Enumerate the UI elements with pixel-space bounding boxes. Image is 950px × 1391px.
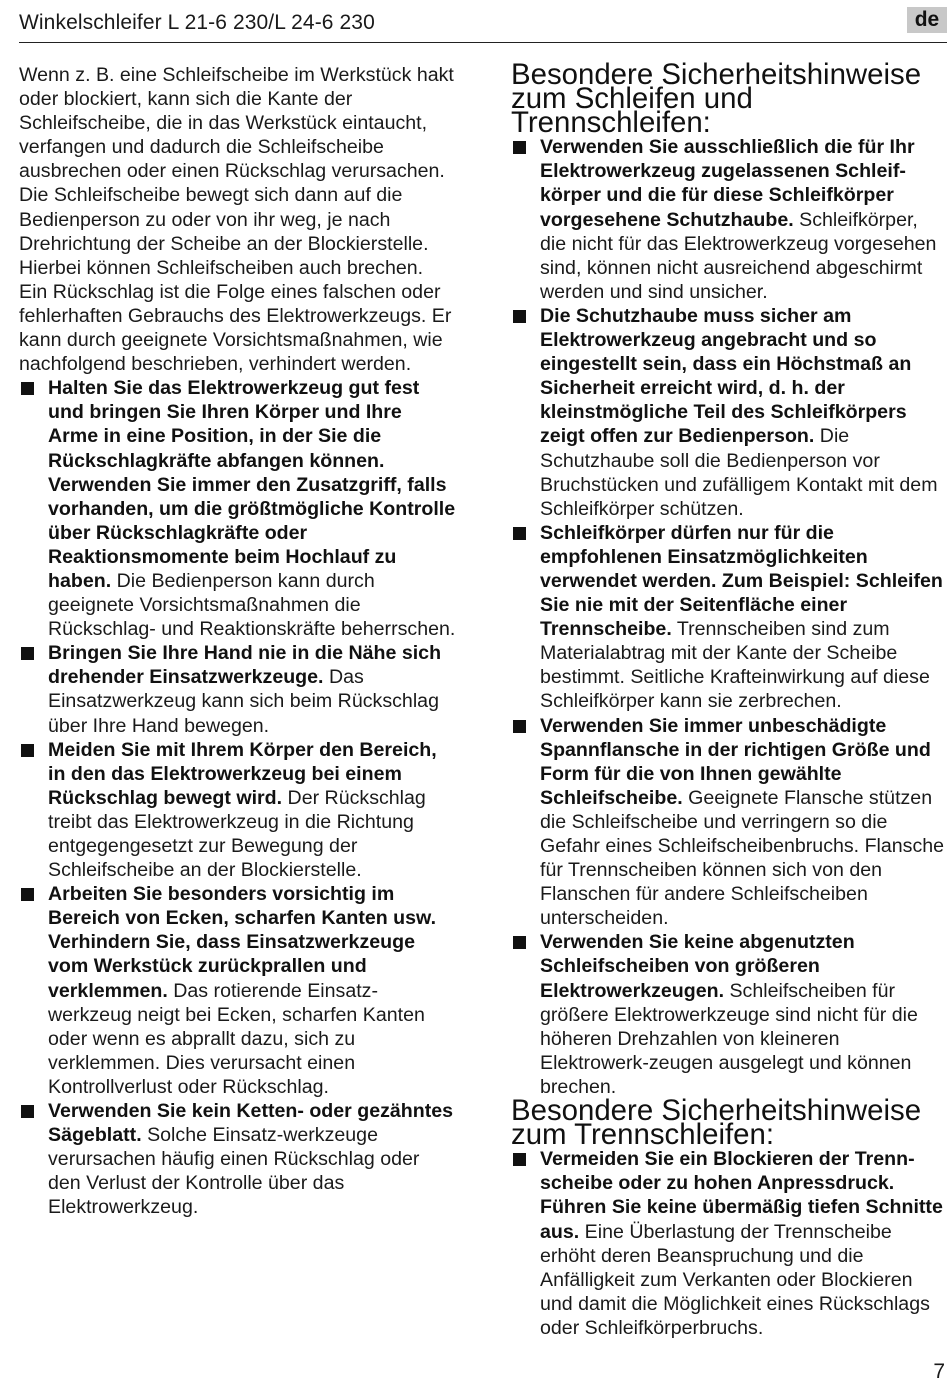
list-item [511,1147,947,1340]
bullet-square-icon [513,936,526,949]
right-column [511,58,947,1340]
page-number: 7 [933,1360,945,1383]
bullet-square-icon [21,888,34,901]
bullet-square-icon [513,310,526,323]
header-title: Winkelschleifer L 21-6 230/L 24-6 230 [19,11,375,34]
item-text: Eine Überlastung der Trennscheibe erhöht deren Beanspruchung und die Anfälligkeit zum Verkanten oder Blockieren und damit die Möglichkeit eines Rückschlags oder Schleifkörperbruchs. [540,1220,930,1339]
item-text: Solche Einsatz-werkzeuge verursachen häufig einen Rückschlag oder den Verlust der Kontrolle über das Elektrowerkzeug. [48,1124,420,1219]
item-bold-text: Die Schutzhaube muss sicher am Elektrowerkzeug angebracht und so eingestellt sein, dass ein Höchstmaß an Sicherheit erreicht wird, d. h. der kleinstmögliche Teil des Schleifkörpers zeigt offen zur Bedienperson. [540,304,912,448]
list-item [511,135,947,304]
bullet-square-icon [513,527,526,540]
item-text: Das rotierende Einsatz-werkzeug neigt bei Ecken, scharfen Kanten oder wenn es abprallt dazu, sich zu verklemmen. Dies verursacht einen Kontrollverlust oder Rückschlag. [48,979,425,1098]
item-bold-text: Bringen Sie Ihre Hand nie in die Nähe sich drehender Einsatzwerkzeuge. [48,642,442,689]
bullet-square-icon [21,382,34,395]
intro-paragraph: Wenn z. B. eine Schleifscheibe im Werkstück hakt oder blockiert, kann sich die Kante der Schleifscheibe, die in das Werkstück eintaucht, verfangen und dadurch die Schleifscheibe ausbrechen oder einen Rückschlag verursachen. Die Schleifscheibe bewegt sich dann auf die Bedienperson zu oder von ihr weg, je nach Drehrichtung der Scheibe an der Blockierstelle. Hierbei können Schleifscheiben auch brechen. Ein Rückschlag ist die Folge eines falschen oder fehlerhaften Gebrauchs des Elektrowerkzeugs. Er kann durch geeignete Vorsichtsmaßnahmen, wie nachfolgend beschrieben, verhindert werden. [19,64,454,376]
bullet-square-icon [21,744,34,757]
item-bold-text: Schleifkörper dürfen nur für die empfohlenen Einsatzmöglichkeiten verwendet werden. Zum Beispiel: Schleifen Sie nie mit der Seitenfläche einer Trennscheibe. [540,521,943,641]
item-bold-text: Meiden Sie mit Ihrem Körper den Bereich, in den das Elektrowerkzeug bei einem Rückschlag bewegt wird. [48,738,437,809]
item-bold-text: Vermeiden Sie ein Blockieren der Trenn-scheibe oder zu hohen Anpressdruck. Führen Sie keine übermäßig tiefen Schnitte aus. [540,1148,943,1243]
section-heading: Besondere Sicherheitshinweise zum Schleifen und Trennschleifen: [511,58,922,140]
item-bold-text: Verwenden Sie kein Ketten- oder gezähntes Sägeblatt. [48,1100,454,1147]
item-text: Das Einsatzwerkzeug kann sich beim Rückschlag über Ihre Hand bewegen. [48,666,439,737]
item-bold-text: Verwenden Sie immer unbeschädigte Spannflansche in der richtigen Größe und Form für die von Ihnen gewählte Schleifscheibe. [540,714,931,809]
item-text: Schleifscheiben für größere Elektrowerkzeuge sind nicht für die höheren Drehzahlen von kleineren Elektrowerk-zeugen ausgelegt und können brechen. [540,979,918,1098]
list-item [511,714,947,931]
bullet-square-icon [513,141,526,154]
bullet-square-icon [513,1153,526,1166]
section-heading: Besondere Sicherheitshinweise zum Trennschleifen: [511,1094,922,1152]
item-text: Die Bedienperson kann durch geeignete Vorsichtsmaßnahmen die Rückschlag- und Reaktionskräfte beherrschen. [48,569,456,641]
bullet-square-icon [513,720,526,733]
list-item [19,882,456,1099]
item-bold-text: Verwenden Sie keine abgenutzten Schleifscheiben von größeren Elektrowerkzeugen. [540,931,855,1002]
item-text: Geeignete Flansche stützen die Schleifscheibe und verringern so die Gefahr eines Schleifscheibenbruchs. Flansche für Trennscheiben können sich von den Flanschen für andere Schleifscheiben unterscheiden. [540,786,945,930]
list-item [511,304,947,521]
language-badge: de [907,7,947,33]
left-column [19,63,456,1220]
list-item [511,930,947,1099]
list-item [19,641,456,737]
item-text: Der Rückschlag treibt das Elektrowerkzeug in die Richtung entgegengesetzt zur Bewegung der Schleifscheibe an der Blockierstelle. [48,786,426,882]
item-bold-text: Arbeiten Sie besonders vorsichtig im Bereich von Ecken, scharfen Kanten usw. Verhindern Sie, dass Einsatzwerkzeuge vom Werkstück zurückprallen und verklemmen. [48,883,437,1002]
item-text: Trennscheiben sind zum Materialabtrag mit der Kante der Scheibe bestimmt. Seitliche Krafteinwirkung auf diese Schleifkörper kann sie zerbrechen. [540,618,930,713]
list-item [19,376,456,641]
bullet-square-icon [21,647,34,660]
item-bold-text: Verwenden Sie ausschließlich die für Ihr Elektrowerkzeug zugelassenen Schleif-körper und die für diese Schleifkörper vorgesehene Schutzhaube. [540,136,915,231]
list-item [511,521,947,714]
list-item [19,738,456,883]
bullet-square-icon [21,1105,34,1118]
item-text: Die Schutzhaube soll die Bedienperson vor Bruchstücken und zufälligem Kontakt mit dem Schleifkörper schützen. [540,425,938,520]
list-item [19,1099,456,1219]
item-text: Schleifkörper, die nicht für das Elektrowerkzeug vorgesehen sind, können nicht ausreichend abgeschirmt werden und sind unsicher. [540,208,937,303]
item-bold-text: Halten Sie das Elektrowerkzeug gut fest und bringen Sie Ihren Körper und Ihre Arme in eine Position, in der Sie die Rückschlagkräfte abfangen können. Verwenden Sie immer den Zusatzgriff, falls vorhanden, um die größtmögliche Kontrolle über Rückschlagkräfte oder Reaktionsmomente beim Hochlauf zu haben. [48,377,456,592]
page-header [19,0,947,43]
